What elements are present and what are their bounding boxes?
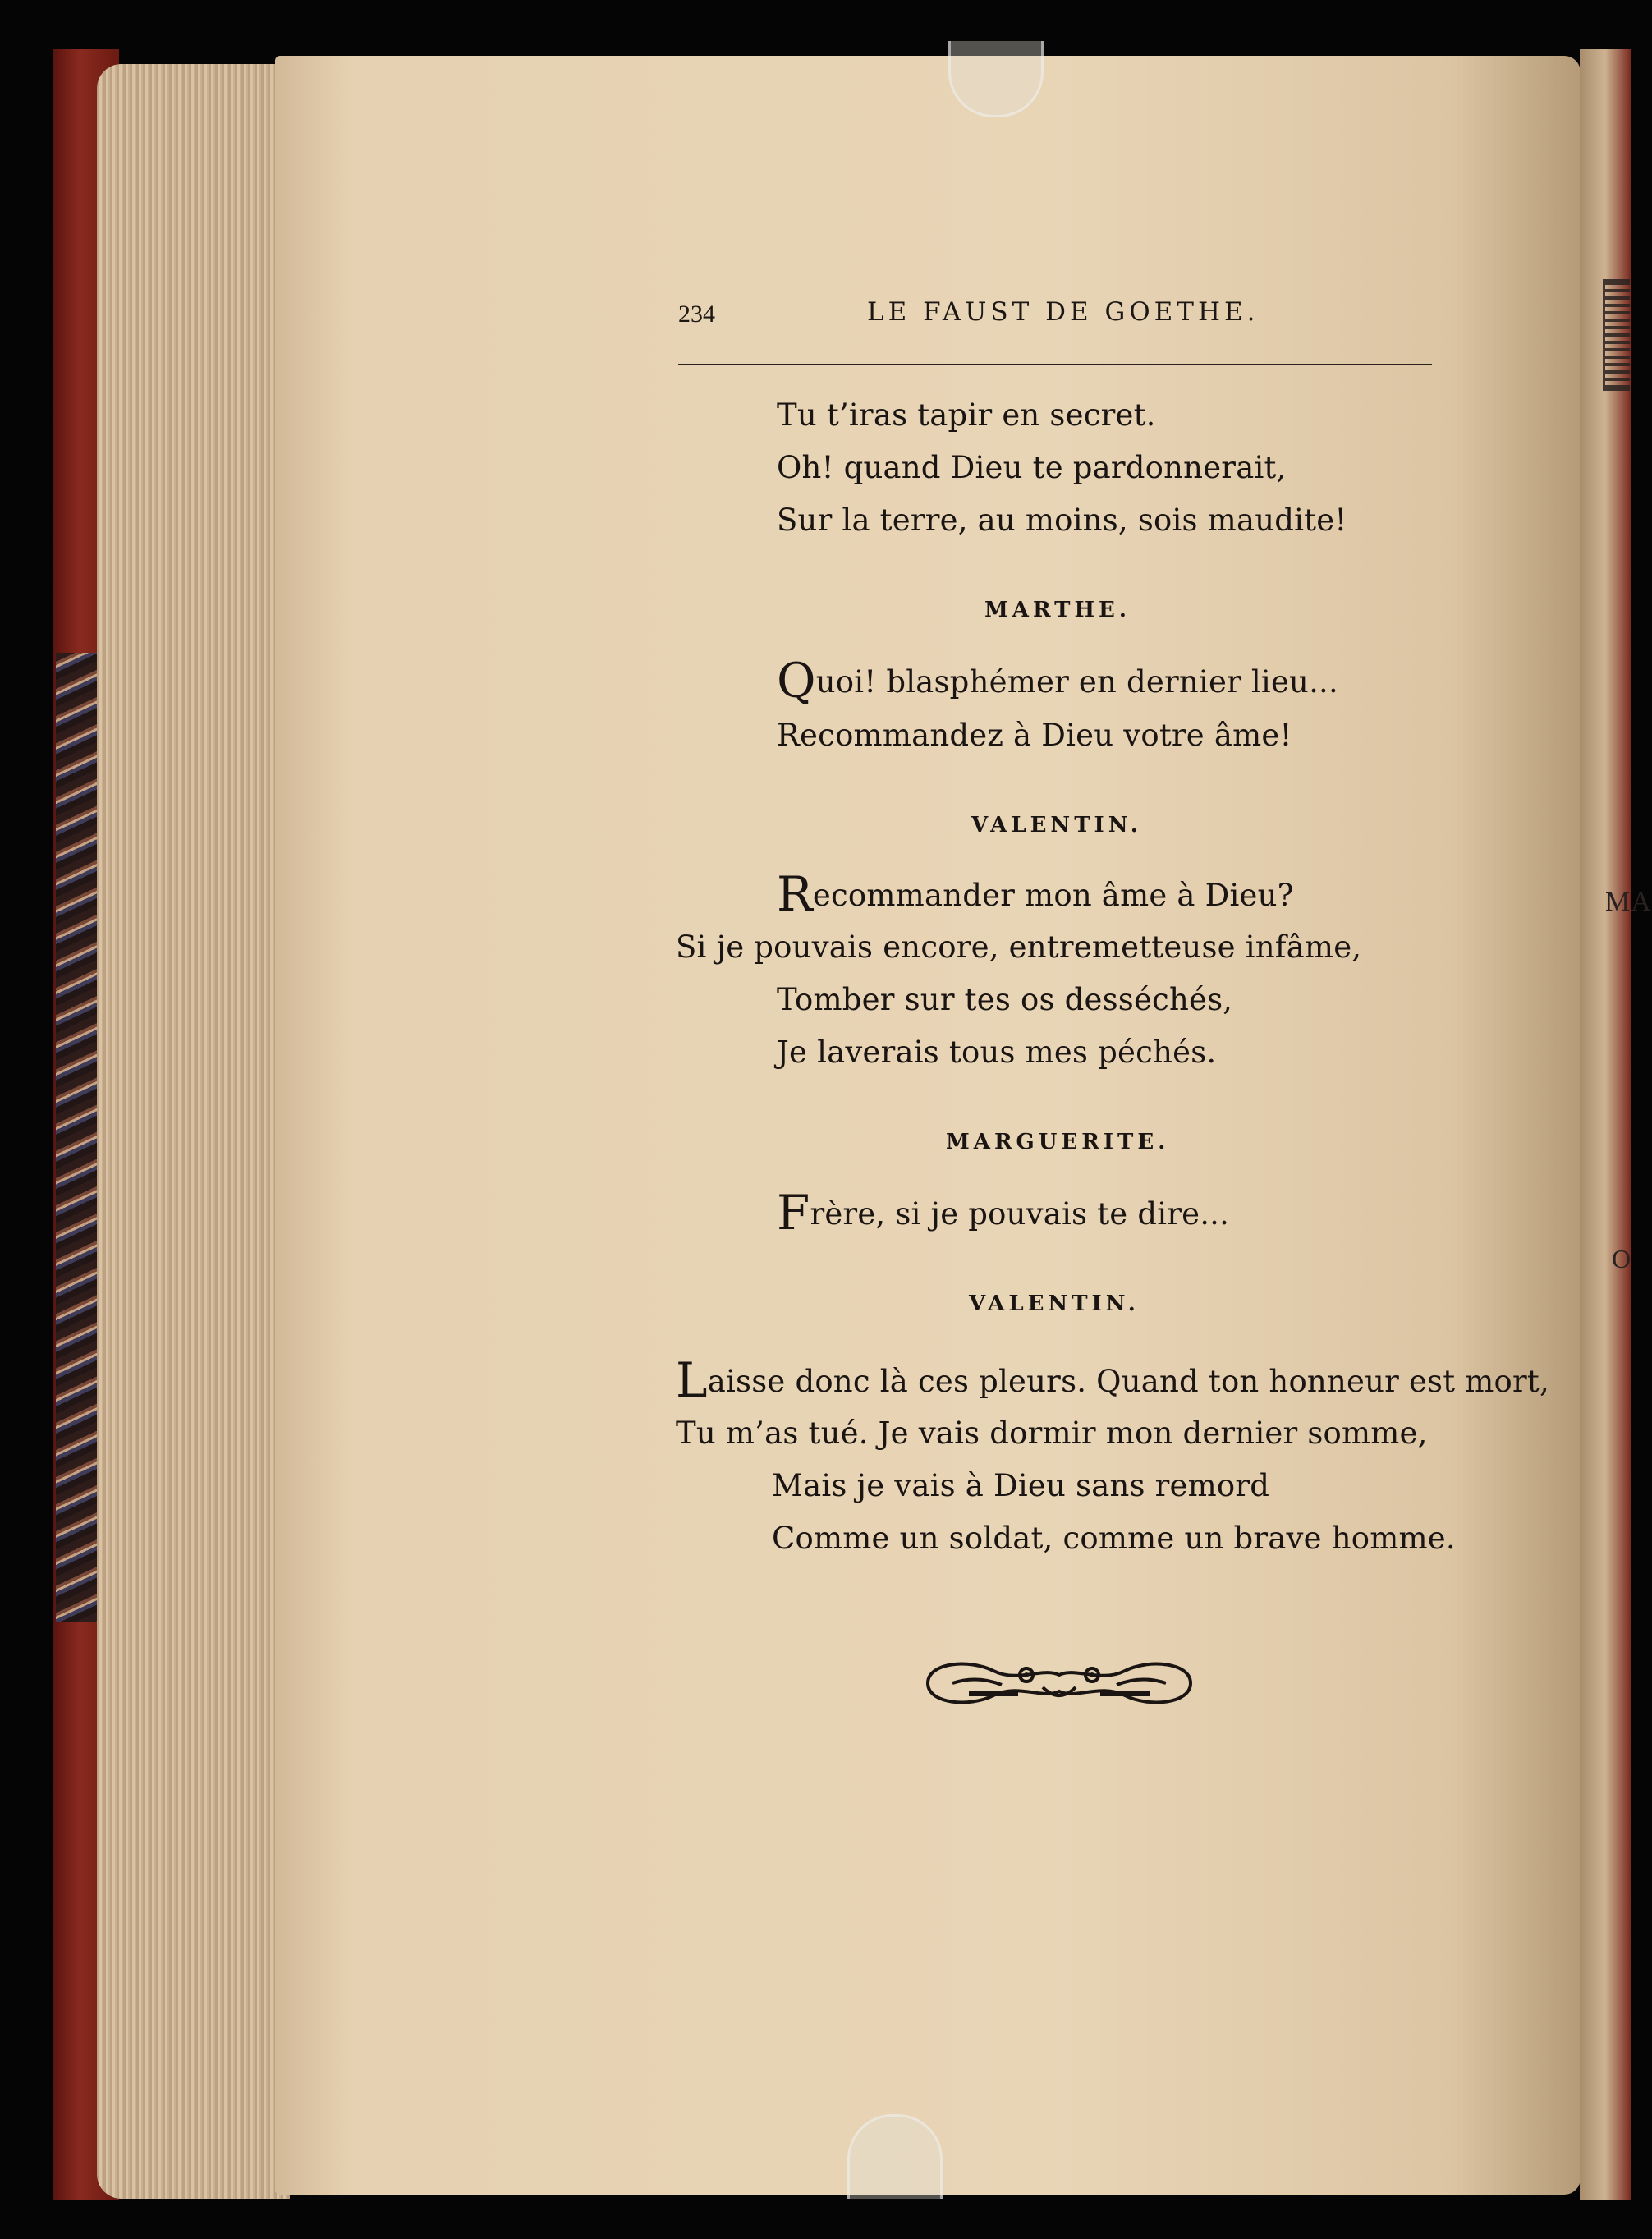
page-number: 234 — [678, 301, 715, 328]
verse-line — [777, 866, 1294, 922]
verse-text: uoi! blasphémer en dernier lieu... — [815, 664, 1338, 700]
speaker-name: VALENTIN. — [971, 813, 1142, 837]
book-page — [275, 56, 1581, 2195]
verse-line: Sur la terre, au moins, sois maudite! — [777, 502, 1347, 538]
page-header — [678, 297, 1434, 342]
verse-line: Mais je vais à Dieu sans remord — [772, 1468, 1270, 1503]
drop-initial: F — [777, 1185, 810, 1241]
verse-line: Tu t’iras tapir en secret. — [777, 397, 1156, 433]
verse-line — [676, 1352, 1549, 1408]
speaker-name: MARTHE. — [984, 598, 1131, 622]
running-title: LE FAUST DE GOETHE. — [867, 297, 1260, 327]
header-rule — [678, 364, 1432, 365]
verse-text: aisse donc là ces pleurs. Quand ton honneur est mort, — [707, 1364, 1549, 1399]
tailpiece-ornament-icon — [920, 1650, 1199, 1716]
drop-initial: R — [777, 866, 813, 922]
drop-initial: L — [676, 1352, 708, 1408]
verse-line — [777, 653, 1338, 709]
facing-page-ornament — [1603, 279, 1630, 391]
verse-text: rère, si je pouvais te dire... — [810, 1196, 1230, 1232]
verse-text: ecommander mon âme à Dieu? — [812, 878, 1294, 913]
page-edges — [97, 64, 290, 2199]
facing-page-fragment: MA — [1605, 887, 1652, 917]
speaker-name: MARGUERITE. — [946, 1130, 1170, 1154]
verse-line: Tomber sur tes os desséchés, — [777, 982, 1233, 1017]
verse-line: Je laverais tous mes péchés. — [777, 1035, 1217, 1070]
page-clip-bottom — [847, 2114, 943, 2199]
verse-line: Tu m’as tué. Je vais dormir mon dernier somme, — [676, 1415, 1428, 1451]
verse-line: Si je pouvais encore, entremetteuse infâme, — [676, 929, 1362, 965]
verse-line — [777, 1185, 1230, 1241]
verse-line: Recommandez à Dieu votre âme! — [777, 718, 1292, 753]
verse-line: Comme un soldat, comme un brave homme. — [772, 1521, 1456, 1556]
verse-line: Oh! quand Dieu te pardonnerait, — [777, 450, 1287, 485]
speaker-name: VALENTIN. — [969, 1292, 1140, 1316]
drop-initial: Q — [777, 653, 816, 709]
facing-page-fragment: O — [1612, 1244, 1631, 1273]
